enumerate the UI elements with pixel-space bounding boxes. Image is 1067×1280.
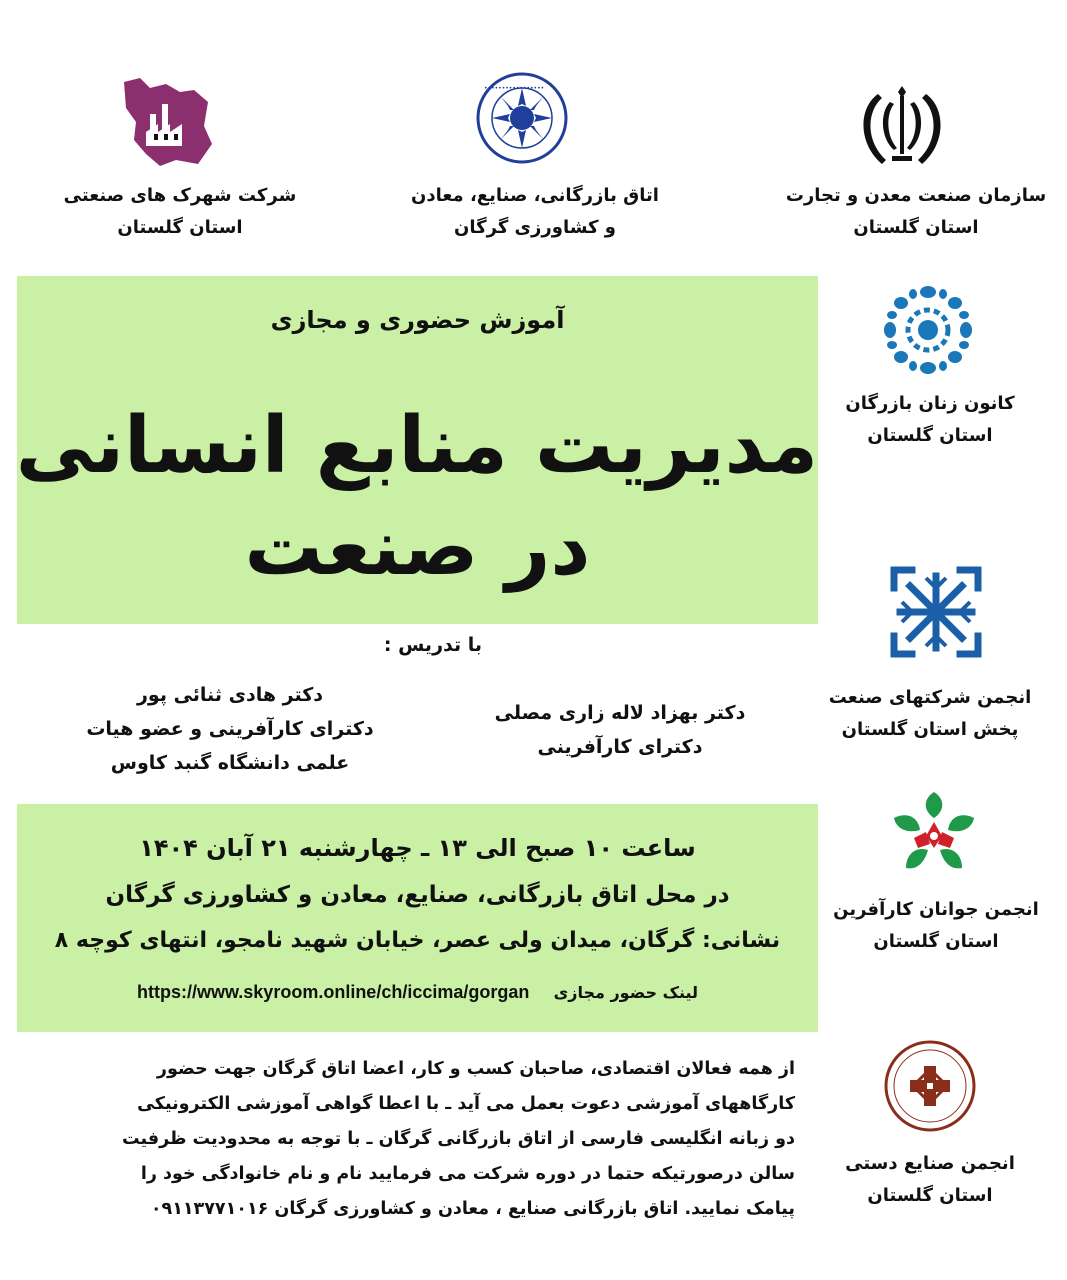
event-venue: در محل اتاق بازرگانی، صنایع، معادن و کشاورزی گرگان bbox=[105, 882, 730, 908]
teacher-1-title: دکترای کارآفرینی bbox=[537, 736, 703, 758]
iran-map-factory-icon bbox=[116, 74, 216, 170]
star-flower-icon bbox=[880, 786, 988, 882]
org-distribution-name: انجمن شرکتهای صنعت پخش استان گلستان bbox=[828, 687, 1032, 740]
course-mode: آموزش حضوری و مجازی bbox=[270, 306, 565, 334]
course-title-line1: مدیریت منابع انسانی bbox=[15, 401, 818, 491]
invitation-line-1: از همه فعالان اقتصادی، صاحبان کسب و کار، اعضا اتاق گرگان جهت حضور bbox=[156, 1059, 795, 1079]
teacher-1-name: دکتر بهزاد لاله زاری مصلی bbox=[494, 702, 746, 724]
teacher-2-name: دکتر هادی ثنائی پور bbox=[136, 684, 324, 706]
event-time: ساعت ۱۰ صبح الی ۱۳ ـ چهارشنبه ۲۱ آبان ۱۴۰۴ bbox=[139, 834, 696, 862]
teacher-2-title1: دکترای کارآفرینی و عضو هیات bbox=[86, 718, 374, 740]
org-mine-ministry-name: سازمان صنعت معدن و تجارت استان گلستان bbox=[785, 185, 1047, 238]
snowflake-square-icon bbox=[888, 564, 984, 660]
event-link-url[interactable]: https://www.skyroom.online/ch/iccima/gorgan bbox=[136, 982, 530, 1002]
invitation-line-5: پیامک نمایید. اتاق بازرگانی صنایع ، معادن و کشاورزی گرگان ۰۹۱۱۳۷۷۱۰۱۶ bbox=[150, 1199, 795, 1219]
course-title-box bbox=[17, 276, 818, 624]
course-title-line2: در صنعت bbox=[244, 503, 591, 593]
invitation-line-3: دو زبانه انگلیسی فارسی از اتاق بازرگانی گرگان ـ با توجه به محدودیت ظرفیت bbox=[121, 1129, 795, 1149]
handicraft-seal-icon bbox=[880, 1036, 980, 1136]
event-info-box bbox=[17, 804, 818, 1032]
org-industrial-towns-name: شرکت شهرک های صنعتی استان گلستان bbox=[63, 185, 297, 238]
invitation-line-2: کارگاههای آموزشی دعوت بعمل می آید ـ با اعطا گواهی آموزشی الکترونیکی bbox=[137, 1094, 795, 1114]
org-women-business-name: کانون زنان بازرگان استان گلستان bbox=[845, 393, 1015, 446]
teacher-2 bbox=[70, 678, 390, 780]
women-circle-pattern-icon bbox=[878, 280, 978, 380]
teacher-2-title2: علمی دانشگاه گنبد کاوس bbox=[110, 752, 350, 774]
teacher-1 bbox=[470, 696, 770, 764]
event-link-label: لینک حضور مجازی bbox=[553, 983, 699, 1002]
event-address: نشانی: گرگان، میدان ولی عصر، خیابان شهید نامجو، انتهای کوچه ۸ bbox=[54, 928, 781, 953]
iran-emblem-icon bbox=[852, 82, 952, 170]
teaching-label: با تدریس : bbox=[383, 634, 482, 656]
org-chamber-name: اتاق بازرگانی، صنایع، معادن و کشاورزی گرگان bbox=[411, 185, 659, 238]
chamber-of-commerce-seal-icon bbox=[462, 70, 582, 166]
invitation-line-4: سالن درصورتیکه حتما در دوره شرکت می فرمایید نام و نام خانوادگی خود را bbox=[140, 1164, 795, 1184]
event-link-row bbox=[17, 982, 818, 1003]
invitation-paragraph bbox=[60, 1052, 795, 1227]
svg-text:•••••••••••••••••: ••••••••••••••••• bbox=[484, 85, 545, 92]
org-young-entrepreneurs-name: انجمن جوانان کارآفرین استان گلستان bbox=[833, 899, 1039, 952]
org-handicrafts-name: انجمن صنایع دستی استان گلستان bbox=[845, 1153, 1015, 1206]
